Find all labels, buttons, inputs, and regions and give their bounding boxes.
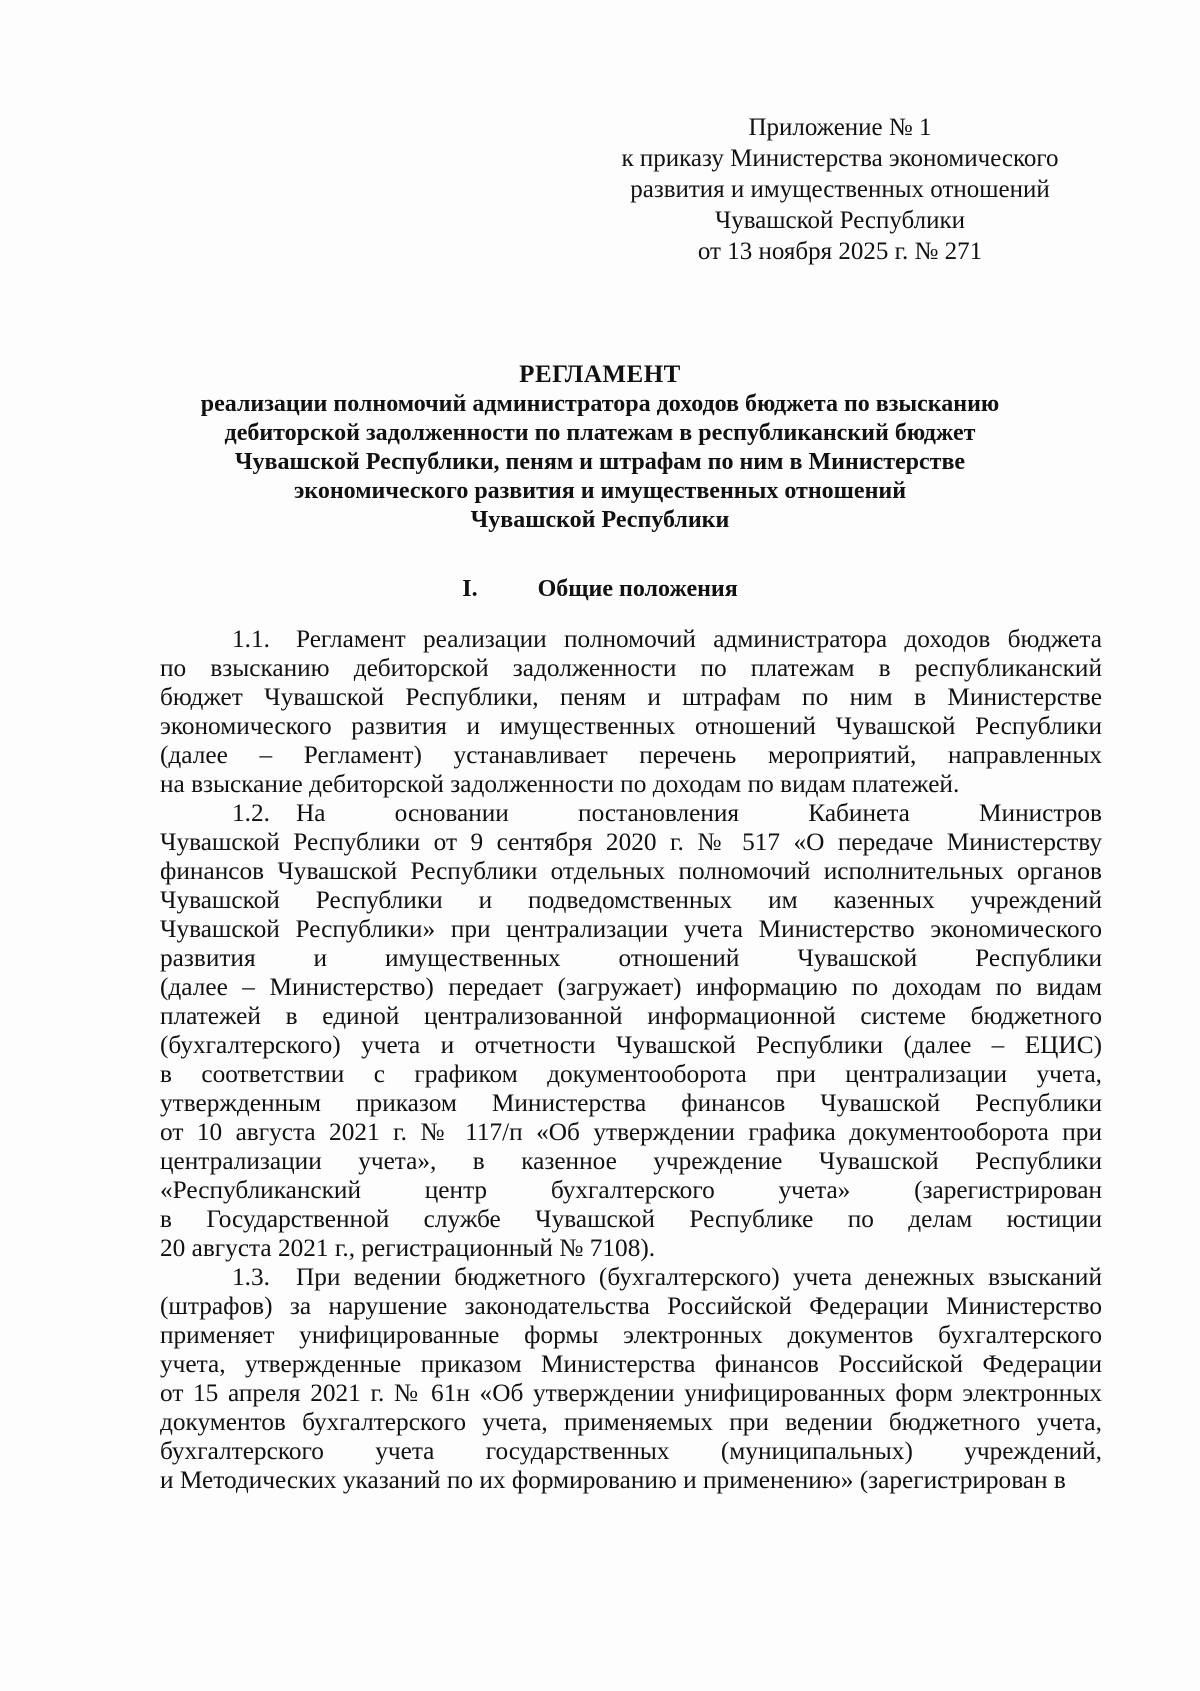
paragraph-line: бухгалтерского учета государственных (муниципальных) учреждений, (160, 1437, 1102, 1465)
document-title-block (150, 360, 1050, 535)
paragraph-number: 1.2. (232, 799, 270, 827)
approval-line: развития и имущественных отношений (630, 176, 1050, 203)
section-number: I. (462, 576, 478, 602)
subtitle-line: Чувашской Республики (470, 507, 730, 533)
paragraph-text: На основании постановления Кабинета Министров (295, 799, 1102, 827)
approval-line: от 13 ноября 2025 г. № 271 (697, 238, 983, 265)
section-heading (150, 574, 1050, 604)
paragraph-line: финансов Чувашской Республики отдельных полномочий исполнительных органов (160, 857, 1102, 885)
paragraph-line: по взысканию дебиторской задолженности по платежам в республиканский (160, 654, 1102, 682)
subtitle-line: дебиторской задолженности по платежам в республиканский бюджет (224, 420, 976, 446)
subtitle-line: Чувашской Республики, пеням и штрафам по ним в Министерстве (234, 449, 966, 475)
paragraph-number: 1.1. (232, 625, 270, 653)
approval-line: Приложение № 1 (748, 114, 932, 141)
paragraph-line: Чувашской Республики» при централизации учета Министерство экономического (160, 915, 1102, 943)
paragraph-line: учета, утвержденные приказом Министерства финансов Российской Федерации (160, 1350, 1102, 1378)
paragraph-line: «Республиканский центр бухгалтерского учета» (зарегистрирован (160, 1176, 1102, 1204)
subtitle-line: реализации полномочий администратора доходов бюджета по взысканию (200, 391, 1000, 417)
document-subtitle (150, 390, 1050, 535)
paragraph-line: на взыскание дебиторской задолженности по доходам по видам платежей. (160, 770, 960, 798)
paragraph-line: экономического развития и имущественных отношений Чувашской Республики (160, 712, 1102, 740)
paragraph-line: платежей в единой централизованной информационной системе бюджетного (160, 1002, 1102, 1030)
paragraph-text: При ведении бюджетного (бухгалтерского) учета денежных взысканий (295, 1263, 1102, 1291)
paragraph-line: от 10 августа 2021 г. № 117/п «Об утверждении графика документооборота при (160, 1118, 1102, 1146)
paragraph-line: Чувашской Республики от 9 сентября 2020 г. № 517 «О передаче Министерству (160, 828, 1102, 856)
subtitle-line: экономического развития и имущественных отношений (293, 478, 907, 504)
paragraph-line: от 15 апреля 2021 г. № 61н «Об утверждении унифицированных форм электронных (160, 1379, 1102, 1407)
document-title: РЕГЛАМЕНТ (519, 361, 681, 388)
paragraph-first-line (160, 1263, 1102, 1292)
paragraph-line: утвержденным приказом Министерства финансов Чувашской Республики (160, 1089, 1102, 1117)
paragraph-line: централизации учета», в казенное учреждение Чувашской Республики (160, 1147, 1102, 1175)
paragraph-line: Чувашской Республики и подведомственных им казенных учреждений (160, 886, 1102, 914)
paragraph-line: (далее – Регламент) устанавливает перечень мероприятий, направленных (160, 741, 1102, 769)
paragraph-line: в Государственной службе Чувашской Республике по делам юстиции (160, 1205, 1102, 1233)
paragraph-line: развития и имущественных отношений Чувашской Республики (160, 944, 1102, 972)
paragraph-first-line (160, 625, 1102, 654)
paragraph-line: 20 августа 2021 г., регистрационный № 7108). (160, 1234, 656, 1262)
paragraph-line: в соответствии с графиком документооборота при централизации учета, (160, 1060, 1102, 1088)
paragraph-line: (бухгалтерского) учета и отчетности Чувашской Республики (далее – ЕЦИС) (160, 1031, 1102, 1059)
paragraph-line: и Методических указаний по их формированию и применению» (зарегистрирован в (160, 1466, 1066, 1494)
paragraph-line: бюджет Чувашской Республики, пеням и штрафам по ним в Министерстве (160, 683, 1102, 711)
paragraph-line: (далее – Министерство) передает (загружает) информацию по доходам по видам (160, 973, 1102, 1001)
paragraph-line: (штрафов) за нарушение законодательства Российской Федерации Министерство (160, 1292, 1102, 1320)
document-body (160, 625, 1102, 1495)
paragraph-line: применяет унифицированные формы электронных документов бухгалтерского (160, 1321, 1102, 1349)
paragraph-line: документов бухгалтерского учета, применяемых при ведении бюджетного учета, (160, 1408, 1102, 1436)
approval-line: Чувашской Республики (714, 207, 966, 234)
section-title: Общие положения (537, 576, 738, 602)
paragraph-first-line (160, 799, 1102, 828)
paragraph-number: 1.3. (232, 1263, 270, 1291)
approval-stamp (600, 112, 1080, 267)
approval-line: к приказу Министерства экономического (621, 145, 1059, 172)
paragraph-text: Регламент реализации полномочий администратора доходов бюджета (295, 625, 1102, 653)
